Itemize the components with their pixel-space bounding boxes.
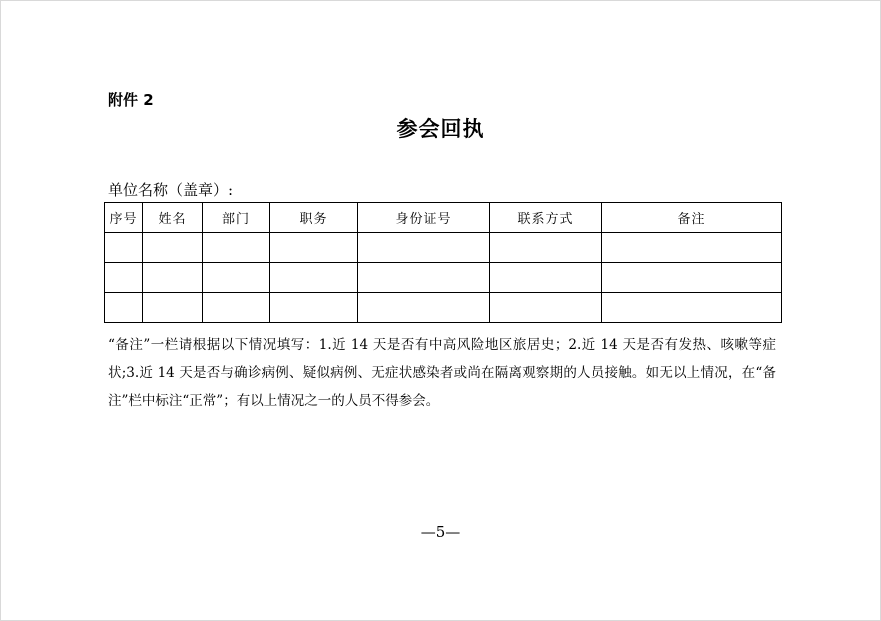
table-cell xyxy=(490,293,602,323)
table-cell xyxy=(105,263,143,293)
header-index: 序号 xyxy=(105,203,143,233)
table-cell xyxy=(490,233,602,263)
table-cell xyxy=(270,263,358,293)
attachment-label: 附件 2 xyxy=(108,91,154,109)
table-row xyxy=(105,293,782,323)
table-cell xyxy=(143,233,203,263)
header-remarks: 备注 xyxy=(602,203,782,233)
table-cell xyxy=(270,293,358,323)
header-position: 职务 xyxy=(270,203,358,233)
remarks-note: “备注”一栏请根据以下情况填写：1.近 14 天是否有中高风险地区旅居史；2.近 14 天是否有发热、咳嗽等症状;3.近 14 天是否与确诊病例、疑似病例、无症状感染者或尚在隔离观察期的人员接触。如无以上情况，在“备注”栏中标注“正常”；有以上情况之一的人员不得参会。 xyxy=(108,337,776,409)
header-name: 姓名 xyxy=(143,203,203,233)
header-id-number: 身份证号 xyxy=(358,203,490,233)
table-cell xyxy=(358,263,490,293)
table-cell xyxy=(602,293,782,323)
table-cell xyxy=(203,233,270,263)
table-cell xyxy=(105,293,143,323)
table-cell xyxy=(490,263,602,293)
table-row xyxy=(105,263,782,293)
header-department: 部门 xyxy=(203,203,270,233)
table-cell xyxy=(270,233,358,263)
table-header-row xyxy=(105,203,782,233)
table-cell xyxy=(358,233,490,263)
table-cell xyxy=(602,233,782,263)
table-cell xyxy=(143,293,203,323)
header-contact: 联系方式 xyxy=(490,203,602,233)
receipt-table xyxy=(104,202,782,323)
table-cell xyxy=(602,263,782,293)
table-cell xyxy=(143,263,203,293)
table-cell xyxy=(203,293,270,323)
unit-name-label: 单位名称（盖章）: xyxy=(108,181,234,199)
table-row xyxy=(105,233,782,263)
page-title: 参会回执 xyxy=(396,117,485,141)
table-cell xyxy=(358,293,490,323)
page-number: —5— xyxy=(420,523,461,541)
table-cell xyxy=(105,233,143,263)
table-cell xyxy=(203,263,270,293)
